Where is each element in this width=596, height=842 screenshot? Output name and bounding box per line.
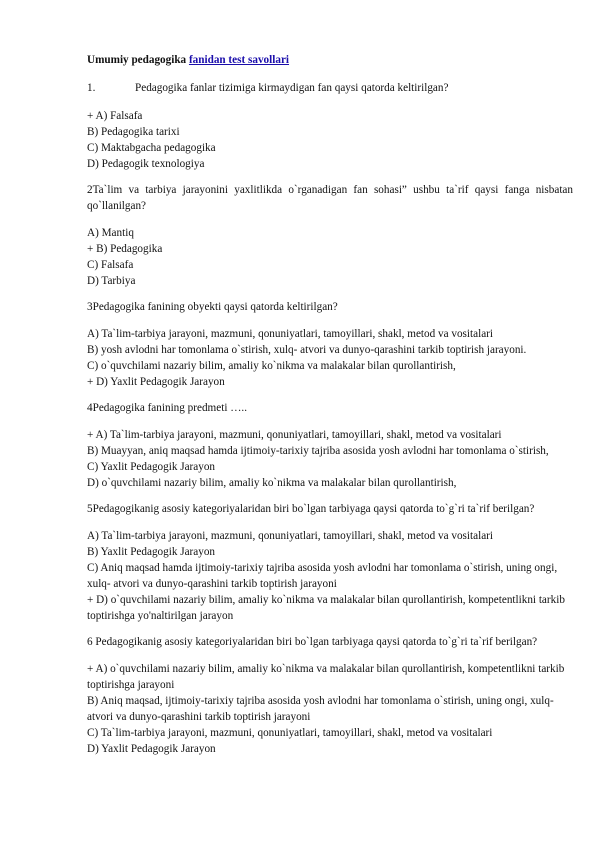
title-bold-text: Umumiy pedagogika — [87, 54, 187, 66]
option: C) Yaxlit Pedagogik Jarayon — [87, 461, 216, 473]
option: C) o`quvchilami nazariy bilim, amaliy ko`nikma va malakalar bilan qurollantirish, — [87, 360, 456, 372]
question-6-options — [87, 661, 573, 757]
option: B) Yaxlit Pedagogik Jarayon — [87, 546, 216, 558]
title-link[interactable]: fanidan test savollari — [188, 54, 290, 66]
question-4-options — [87, 427, 573, 491]
option: C) Ta`lim-tarbiya jarayoni, mazmuni, qonuniyatlari, tamoyillari, shakl, metod va vositalari — [87, 727, 493, 739]
option: A) Ta`lim-tarbiya jarayoni, mazmuni, qonuniyatlari, tamoyillari, shakl, metod va vositalari — [87, 328, 493, 340]
option: + D) Yaxlit Pedagogik Jarayon — [87, 376, 225, 388]
option: + A) o`quvchilami nazariy bilim, amaliy ko`nikma va malakalar bilan qurollantirish, kompetentlikni tarkib toptirishga jarayoni — [87, 663, 565, 691]
option: A) Mantiq — [87, 227, 134, 239]
option: D) Pedagogik texnologiya — [87, 158, 205, 170]
option: D) o`quvchilami nazariy bilim, amaliy ko`nikma va malakalar bilan qurollantirish, — [87, 477, 457, 489]
option: D) Tarbiya — [87, 275, 136, 287]
question-3-options — [87, 326, 573, 390]
question-text: Pedagogika fanlar tizimiga kirmaydigan fan qaysi qatorda keltirilgan? — [135, 82, 449, 94]
document-title — [87, 52, 573, 68]
option: C) Falsafa — [87, 259, 134, 271]
option: B) Muayyan, aniq maqsad hamda ijtimoiy-tarixiy tajriba asosida yosh avlodni har tomonlama o`stirish, — [87, 445, 549, 457]
question-1 — [87, 80, 573, 96]
question-3-text: 3Pedagogika fanining obyekti qaysi qatorda keltirilgan? — [87, 301, 338, 313]
question-5-text: 5Pedagogikanig asosiy kategoriyalaridan biri bo`lgan tarbiyaga qaysi qatorda to`g`ri ta`rif berilgan? — [87, 503, 535, 515]
question-2-text: 2Ta`lim va tarbiya jarayonini yaxlitlikda o`rganadigan fan sohasi” ushbu ta`rif qaysi fanga nisbatan qo`llanilgan? — [87, 184, 573, 212]
option: C) Aniq maqsad hamda ijtimoiy-tarixiy tajriba asosida yosh avlodni har tomonlama o`stirish, uning ongi, xulq- atvori va dunyo-qarashini tarkib toptirish jarayoni — [87, 562, 558, 590]
option: + B) Pedagogika — [87, 243, 163, 255]
option: + A) Ta`lim-tarbiya jarayoni, mazmuni, qonuniyatlari, tamoyillari, shakl, metod va vositalari — [87, 429, 502, 441]
question-1-options — [87, 108, 573, 172]
option: D) Yaxlit Pedagogik Jarayon — [87, 743, 216, 755]
option: B) Pedagogika tarixi — [87, 126, 180, 138]
option: + A) Falsafa — [87, 110, 143, 122]
question-6-text: 6 Pedagogikanig asosiy kategoriyalaridan biri bo`lgan tarbiyaga qaysi qatorda to`g`ri ta`rif berilgan? — [87, 636, 538, 648]
question-number: 1. — [87, 82, 96, 94]
option: A) Ta`lim-tarbiya jarayoni, mazmuni, qonuniyatlari, tamoyillari, shakl, metod va vositalari — [87, 530, 493, 542]
option: B) Aniq maqsad, ijtimoiy-tarixiy tajriba asosida yosh avlodni har tomonlama o`stirish, uning ongi, xulq- atvori va dunyo-qarashini tarkib toptirish jarayoni — [87, 695, 554, 723]
question-4-text: 4Pedagogika fanining predmeti ….. — [87, 402, 248, 414]
document-page — [87, 52, 573, 767]
option: + D) o`quvchilami nazariy bilim, amaliy ko`nikma va malakalar bilan qurollantirish, kompetentlikni tarkib toptirishga yo'naltirilgan jarayon — [87, 594, 565, 622]
option: B) yosh avlodni har tomonlama o`stirish, xulq- atvori va dunyo-qarashini tarkib toptirish jarayoni. — [87, 344, 527, 356]
option: C) Maktabgacha pedagogika — [87, 142, 216, 154]
question-5-options — [87, 528, 573, 624]
question-2-options — [87, 225, 573, 289]
